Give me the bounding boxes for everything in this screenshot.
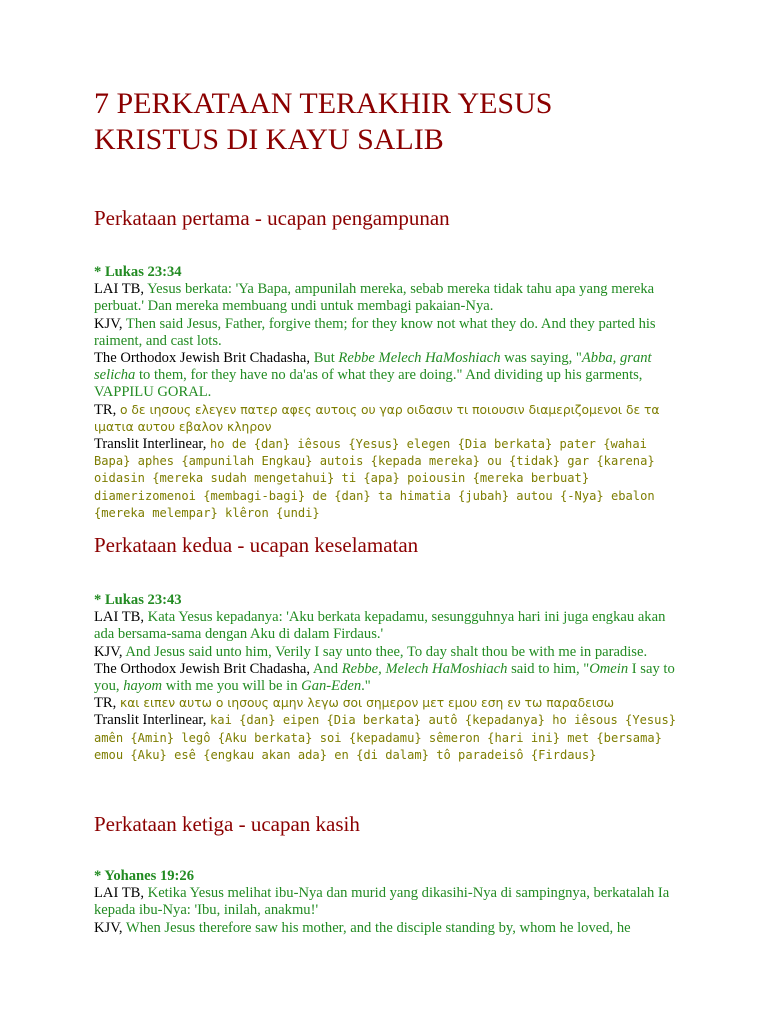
kjv-paragraph xyxy=(94,316,679,350)
translit-text: ho de {dan} iêsous {Yesus} elegen {Dia berkata} pater {wahai Bapa} aphes {ampunilah Engkau} autois {kepada mereka} ou {tidak} gar {karena} oidasin {mereka sudah mengetahui} ti {apa} poiousin {mereka berbuat} diamerizomenoi {membagi-bagi} de {dan} ta himatia {jubah} autou {-Nya} ebalon {mereka melempar} klêron {undi} xyxy=(94,437,655,520)
ojb-text-part: And xyxy=(312,660,342,677)
lai-tb-paragraph xyxy=(94,281,679,315)
ojb-text-italic: Gan-Eden xyxy=(301,678,362,695)
ojb-text-part: I say to you, xyxy=(94,660,675,695)
ojb-text-italic: Abba, grant selicha xyxy=(94,350,652,384)
verse-reference: * Yohanes 19:26 xyxy=(94,868,195,884)
ojb-text-part: with me you will be in xyxy=(162,678,302,695)
kjv-paragraph xyxy=(94,920,679,937)
section-2-body xyxy=(94,592,679,764)
ojb-text-italic: Rebbe Melech HaMoshiach xyxy=(338,350,501,367)
ojb-text-italic: hayom xyxy=(123,678,163,695)
document-title xyxy=(94,86,694,158)
ojb-text-italic: Rebbe, Melech HaMoshiach xyxy=(341,660,508,677)
lai-tb-label: LAI TB, xyxy=(94,609,148,626)
ojb-text-part: ." xyxy=(361,678,371,695)
lai-tb-label: LAI TB, xyxy=(94,885,148,902)
kjv-paragraph xyxy=(94,644,679,661)
section-1-heading: Perkataan pertama - ucapan pengampunan xyxy=(94,206,450,230)
lai-tb-label: LAI TB, xyxy=(94,281,148,298)
translit-label: Translit Interlinear, xyxy=(94,436,211,453)
verse-reference: * Lukas 23:34 xyxy=(94,264,182,280)
ojb-text-part: to them, for they have no da'as of what they are doing." And dividing up his garments, VAPPILU GORAL. xyxy=(94,367,643,401)
tr-label: TR, xyxy=(94,695,120,712)
title-line-2: KRISTUS DI KAYU SALIB xyxy=(94,123,444,156)
title-line-1: 7 PERKATAAN TERAKHIR YESUS xyxy=(94,87,553,120)
ojb-text-part: But xyxy=(313,350,339,367)
kjv-label: KJV, xyxy=(94,315,126,332)
translit-paragraph xyxy=(94,712,679,764)
ojb-text-part: said to him, " xyxy=(507,660,590,677)
ojb-paragraph xyxy=(94,350,679,402)
ojb-label: The Orthodox Jewish Brit Chadasha, xyxy=(94,350,314,367)
tr-label: TR, xyxy=(94,401,120,418)
tr-paragraph xyxy=(94,402,679,436)
lai-tb-text: Ketika Yesus melihat ibu-Nya dan murid yang dikasihi-Nya di sampingnya, berkatalah Ia kepada ibu-Nya: 'Ibu, inilah, anakmu!' xyxy=(94,885,670,919)
ojb-label: The Orthodox Jewish Brit Chadasha, xyxy=(94,660,313,677)
lai-tb-text: Yesus berkata: 'Ya Bapa, ampunilah mereka, sebab mereka tidak tahu apa yang mereka perbuat.' Dan mereka membuang undi untuk membagi pakaian-Nya. xyxy=(94,281,655,315)
tr-paragraph xyxy=(94,695,679,712)
kjv-label: KJV, xyxy=(94,919,126,936)
kjv-text: And Jesus said unto him, Verily I say unto thee, To day shalt thou be with me in paradise. xyxy=(125,643,648,660)
kjv-text: Then said Jesus, Father, forgive them; for they know not what they do. And they parted his raiment, and cast lots. xyxy=(94,315,656,349)
ojb-text-part: was saying, " xyxy=(500,350,582,367)
kjv-label: KJV, xyxy=(94,643,126,660)
tr-greek-text: ο δε ιησους ελεγεν πατερ αφες αυτοις ου γαρ οιδασιν τι ποιουσιν διαμεριζομενοι δε τα ιματια αυτου εβαλον κληρον xyxy=(94,402,660,434)
kjv-text: When Jesus therefore saw his mother, and the disciple standing by, whom he loved, he xyxy=(125,919,631,936)
lai-tb-paragraph xyxy=(94,609,679,643)
verse-reference: * Lukas 23:43 xyxy=(94,592,182,608)
ojb-text-italic: Omein xyxy=(589,660,629,677)
lai-tb-text: Kata Yesus kepadanya: 'Aku berkata kepadamu, sesungguhnya hari ini juga engkau akan ada bersama-sama dengan Aku di dalam Firdaus.' xyxy=(94,609,666,643)
lai-tb-paragraph xyxy=(94,885,679,919)
section-3-body xyxy=(94,868,679,937)
translit-paragraph xyxy=(94,436,679,522)
section-3-heading: Perkataan ketiga - ucapan kasih xyxy=(94,812,360,836)
translit-text: kai {dan} eipen {Dia berkata} autô {kepadanya} ho iêsous {Yesus} amên {Amin} legô {Aku berkata} soi {kepadamu} sêmeron {hari ini} met {bersama} emou {Aku} esê {engkau akan ada} en {di dalam} tô paradeisô {Firdaus} xyxy=(94,713,677,762)
ojb-paragraph xyxy=(94,661,679,695)
section-1-body xyxy=(94,264,679,522)
tr-greek-text: και ειπεν αυτω ο ιησους αμην λεγω σοι σημερον μετ εμου εση εν τω παραδεισω xyxy=(119,696,615,711)
section-2-heading: Perkataan kedua - ucapan keselamatan xyxy=(94,533,419,557)
translit-label: Translit Interlinear, xyxy=(94,712,211,729)
